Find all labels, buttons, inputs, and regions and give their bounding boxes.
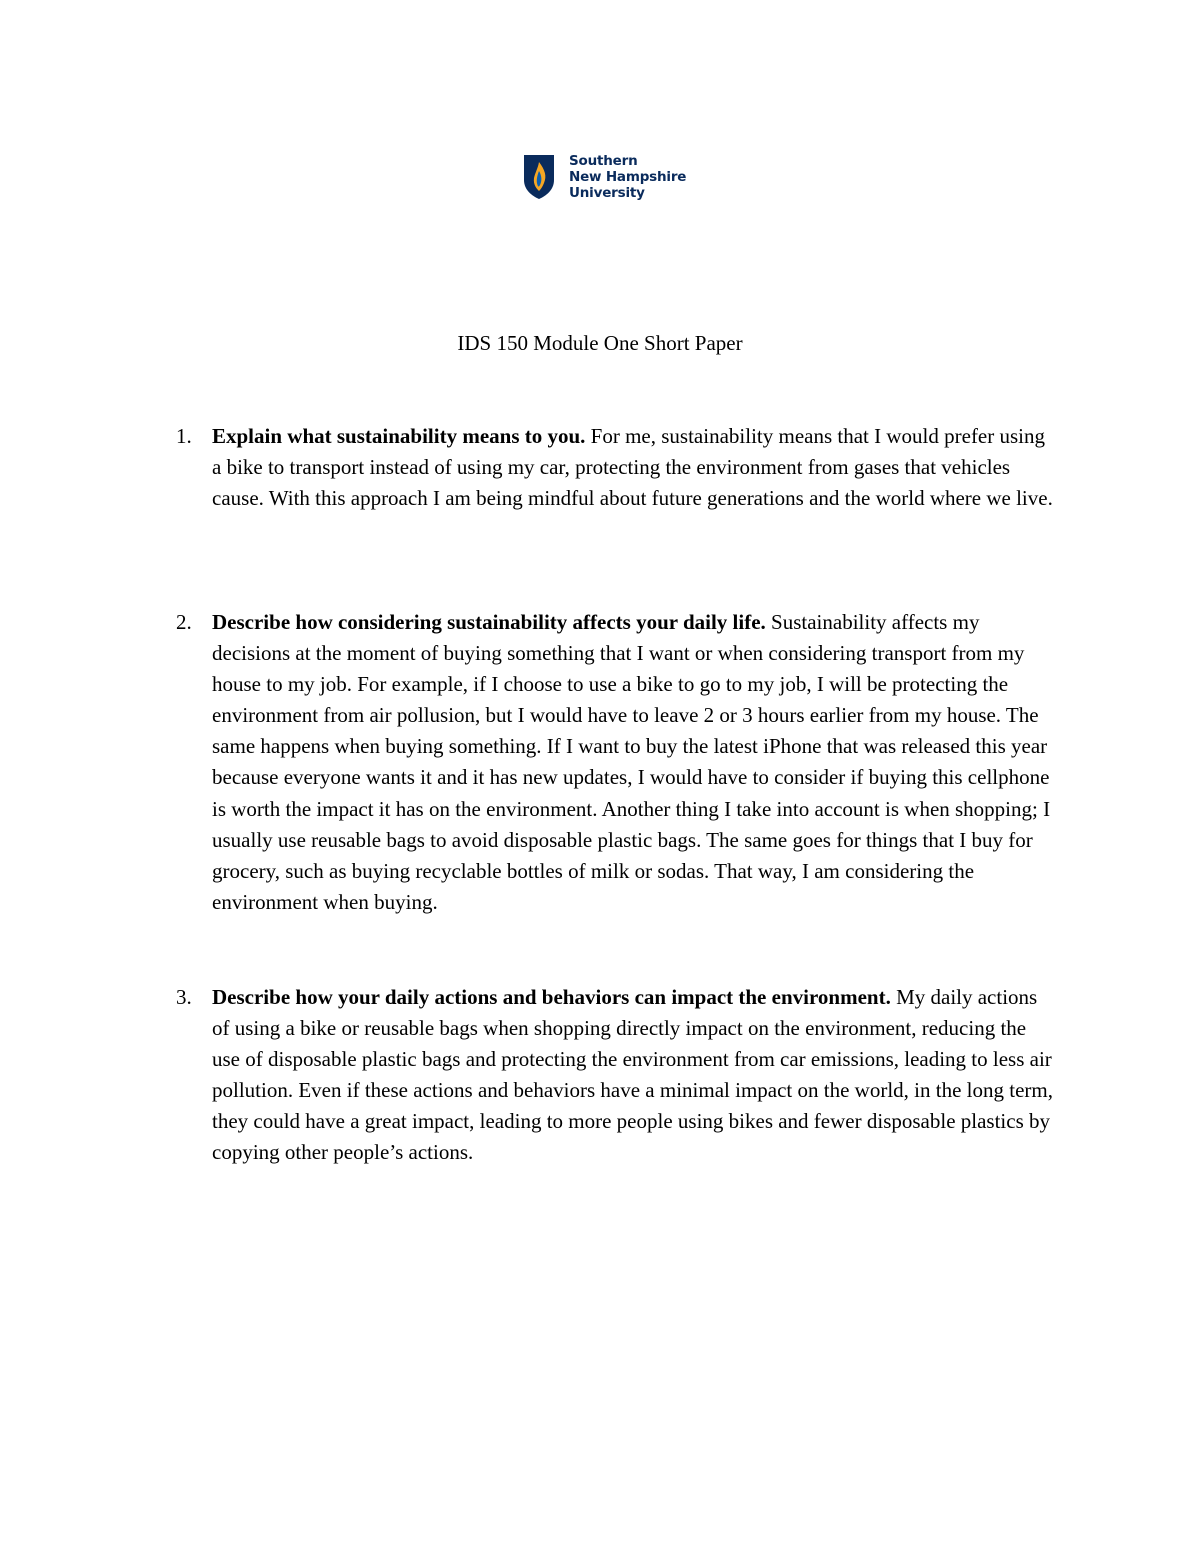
university-logo bbox=[523, 153, 686, 201]
item-answer: For me, sustainability means that I would prefer using a bike to transport instead of using my car, protecting the environment from gases that vehicles cause. With this approach I am being mindful about future generations and the world where we live. bbox=[212, 424, 1053, 511]
list-item bbox=[176, 982, 1056, 1169]
item-number: 3. bbox=[176, 985, 192, 1009]
paper-title: IDS 150 Module One Short Paper bbox=[457, 331, 743, 355]
list-item bbox=[176, 421, 1056, 514]
shield-flame-icon bbox=[523, 154, 555, 200]
item-answer: My daily actions of using a bike or reusable bags when shopping directly impact on the environment, reducing the use of disposable plastic bags and protecting the environment from car emissions, leading to less air pollution. Even if these actions and behaviors have a minimal impact on the world, in the long term, they could have a great impact, leading to more people using bikes and fewer disposable plastics by copying other people’s actions. bbox=[212, 985, 1053, 1165]
list-item bbox=[176, 607, 1056, 918]
item-question: Describe how considering sustainability affects your daily life. bbox=[212, 610, 772, 634]
item-question: Describe how your daily actions and behaviors can impact the environment. bbox=[212, 985, 897, 1009]
item-question: Explain what sustainability means to you. bbox=[212, 424, 591, 448]
item-body bbox=[212, 982, 1056, 1169]
item-number: 1. bbox=[176, 424, 192, 448]
item-number: 2. bbox=[176, 610, 192, 634]
item-answer: Sustainability affects my decisions at the moment of buying something that I want or when considering transport from my house to my job. For example, if I choose to use a bike to go to my job, I will be protecting the environment from air pollusion, but I would have to leave 2 or 3 hours earlier from my house. The same happens when buying something. If I want to buy the latest iPhone that was released this year because everyone wants it and it has new updates, I would have to consider if buying this cellphone is worth the impact it has on the environment. Another thing I take into account is when shopping; I usually use reusable bags to avoid disposable plastic bags. The same goes for things that I buy for grocery, such as buying recyclable bottles of milk or sodas. That way, I am considering the environment when buying. bbox=[212, 610, 1051, 914]
logo-line-3: University bbox=[569, 185, 645, 201]
logo-line-2: New Hampshire bbox=[569, 169, 687, 185]
logo-wordmark bbox=[569, 153, 686, 201]
item-body bbox=[212, 607, 1056, 918]
item-body bbox=[212, 421, 1056, 514]
logo-line-1: Southern bbox=[569, 153, 638, 169]
